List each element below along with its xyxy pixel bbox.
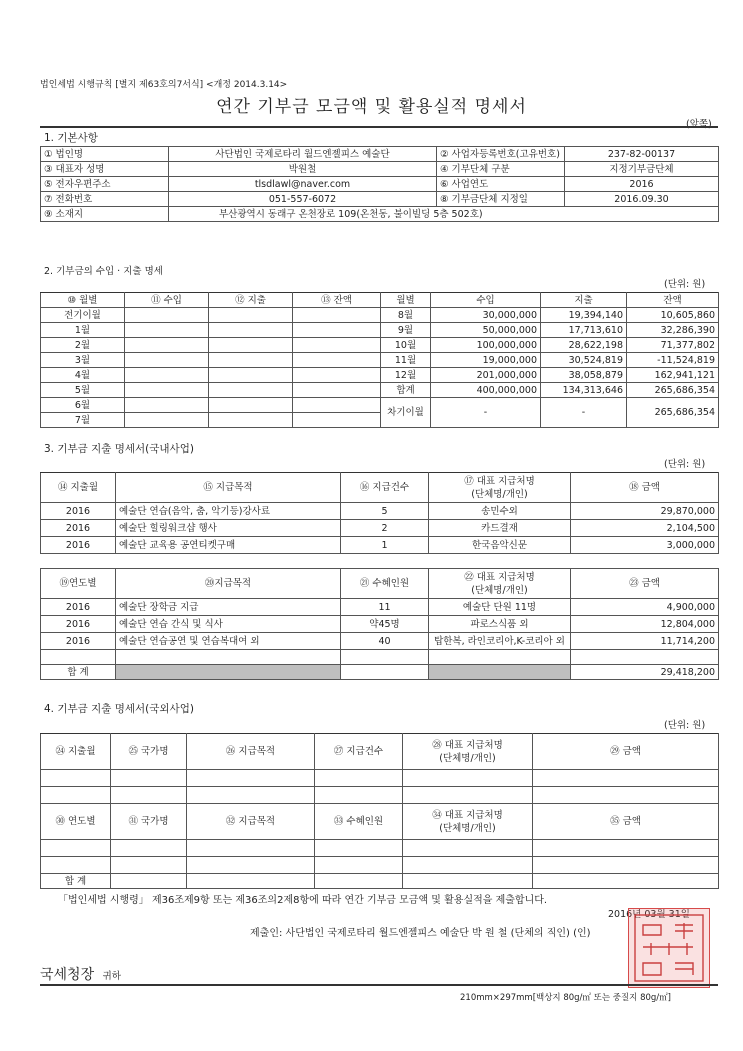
month-cell: 12월 [381, 368, 431, 383]
column-header: ㉖ 지급목적 [187, 734, 315, 770]
balance-cell: -11,524,819 [627, 353, 719, 368]
expense-cell [209, 368, 293, 383]
income-cell: - [431, 398, 541, 428]
month-cell: 차기이월 [381, 398, 431, 428]
month-cell: 11월 [381, 353, 431, 368]
income-cell: 100,000,000 [431, 338, 541, 353]
column-header: ㉙ 금액 [533, 734, 719, 770]
payee-cell: 예술단 단원 11명 [429, 599, 571, 616]
amount-cell: 4,900,000 [571, 599, 719, 616]
income-cell: 19,000,000 [431, 353, 541, 368]
table-row [41, 398, 719, 413]
table-row [41, 616, 719, 633]
table-row [41, 338, 719, 353]
table-row [41, 537, 719, 554]
regulation-text: 법인세법 시행규칙 [별지 제63호의7서식] <개정 2014.3.14> [40, 80, 288, 90]
month-cell: 2월 [41, 338, 125, 353]
column-header [429, 473, 571, 503]
paper-spec: 210mm×297mm[백상지 80g/㎡ 또는 중질지 80g/㎡] [460, 993, 671, 1003]
column-header: 지출 [541, 293, 627, 308]
field-label: ④ 기부단체 구분 [437, 162, 565, 177]
table-row [41, 599, 719, 616]
payee-cell: 카드결재 [429, 520, 571, 537]
month-cell: 2016 [41, 537, 116, 554]
column-header: ⑯ 지급건수 [341, 473, 429, 503]
income-cell [125, 308, 209, 323]
count-cell: 2 [341, 520, 429, 537]
balance-cell [293, 413, 381, 428]
submission-date: 2016년 03월 31일 [608, 909, 690, 920]
table-row [41, 633, 719, 650]
people-cell: 40 [341, 633, 429, 650]
table-row [41, 383, 719, 398]
header-subline: (단체명/개인) [471, 488, 528, 500]
column-header [429, 569, 571, 599]
info-row [41, 162, 719, 177]
month-cell: 4월 [41, 368, 125, 383]
address-value: 부산광역시 동래구 온천장로 109(온천동, 불이빌딩 5층 502호) [169, 207, 719, 222]
column-header: ⑮ 지급목적 [116, 473, 341, 503]
column-header: ⑩ 월별 [41, 293, 125, 308]
header-line: ㉞ 대표 지급처명 [432, 809, 503, 821]
year-cell: 2016 [41, 616, 116, 633]
month-cell: 1월 [41, 323, 125, 338]
field-value: 2016.09.30 [565, 192, 719, 207]
income-cell: 30,000,000 [431, 308, 541, 323]
organization-seal [628, 908, 710, 988]
column-header: ㉛ 국가명 [111, 804, 187, 840]
section4-unit: (단위: 원) [664, 720, 706, 731]
field-value: 사단법인 국제로타리 월드엔젤피스 예술단 [169, 147, 437, 162]
field-value: 237-82-00137 [565, 147, 719, 162]
seal-pattern-icon [629, 909, 709, 987]
submitter-line: 제출인: 사단법인 국제로타리 월드엔젤피스 예술단 박 원 철 (단체의 직인) (인) [250, 928, 591, 939]
field-label: ⑦ 전화번호 [41, 192, 169, 207]
column-header: ⑳지급목적 [116, 569, 341, 599]
section2-title: 2. 기부금의 수입 · 지출 명세 [44, 266, 163, 277]
amount-cell: 3,000,000 [571, 537, 719, 554]
column-header [403, 734, 533, 770]
field-value: 지정기부금단체 [565, 162, 719, 177]
domestic-total-value: 29,418,200 [571, 665, 719, 680]
column-header: ㉑ 수혜인원 [341, 569, 429, 599]
income-cell: 201,000,000 [431, 368, 541, 383]
expense-cell: 38,058,879 [541, 368, 627, 383]
income-cell [125, 368, 209, 383]
balance-cell: 265,686,354 [627, 383, 719, 398]
purpose-cell: 예술단 장학금 지급 [116, 599, 341, 616]
income-cell [125, 353, 209, 368]
recipient-suffix: 귀하 [102, 971, 121, 982]
income-cell [125, 323, 209, 338]
address-label: ⑨ 소재지 [41, 207, 169, 222]
income-cell: 400,000,000 [431, 383, 541, 398]
domestic-expense-table [40, 472, 719, 680]
expense-cell [209, 383, 293, 398]
purpose-cell: 예술단 교육용 공연티켓구매 [116, 537, 341, 554]
column-header: 수입 [431, 293, 541, 308]
balance-cell: 10,605,860 [627, 308, 719, 323]
expense-cell [209, 338, 293, 353]
expense-cell: - [541, 398, 627, 428]
amount-cell: 12,804,000 [571, 616, 719, 633]
table-row [41, 353, 719, 368]
recipient: 국세청장 [40, 967, 95, 983]
expense-cell [209, 308, 293, 323]
expense-cell: 28,622,198 [541, 338, 627, 353]
column-header: ⑬ 잔액 [293, 293, 381, 308]
submission-statement: 「법인세법 시행령」 제36조제9항 또는 제36조의2제8항에 따라 연간 기부금 모금액 및 활용실적을 제출합니다. [58, 895, 548, 906]
balance-cell: 162,941,121 [627, 368, 719, 383]
month-cell: 2016 [41, 503, 116, 520]
balance-cell [293, 308, 381, 323]
field-label: ① 법인명 [41, 147, 169, 162]
column-header: ⑭ 지출월 [41, 473, 116, 503]
year-cell: 2016 [41, 633, 116, 650]
purpose-cell: 예술단 연습공연 및 연습복대여 외 [116, 633, 341, 650]
month-cell: 5월 [41, 383, 125, 398]
balance-cell: 71,377,802 [627, 338, 719, 353]
month-cell: 9월 [381, 323, 431, 338]
header-subline: (단체명/개인) [439, 822, 496, 834]
expense-cell [209, 398, 293, 413]
column-header: ⑫ 지출 [209, 293, 293, 308]
balance-cell [293, 338, 381, 353]
month-cell: 7월 [41, 413, 125, 428]
column-header: ㉜ 지급목적 [187, 804, 315, 840]
count-cell: 5 [341, 503, 429, 520]
payee-cell: 탑한복, 라인코리아,K-코리아 외 [429, 633, 571, 650]
amount-cell: 29,870,000 [571, 503, 719, 520]
payee-cell: 송민수외 [429, 503, 571, 520]
foreign-expense-table [40, 733, 719, 889]
header-line: ㉘ 대표 지급처명 [432, 739, 503, 751]
month-cell: 10월 [381, 338, 431, 353]
column-header: ㉔ 지출월 [41, 734, 111, 770]
month-cell: 합계 [381, 383, 431, 398]
income-cell [125, 398, 209, 413]
column-header: ㉟ 금액 [533, 804, 719, 840]
income-cell [125, 413, 209, 428]
income-cell [125, 383, 209, 398]
payee-cell: 파로스식품 외 [429, 616, 571, 633]
field-label: ② 사업자등록번호(고유번호) [437, 147, 565, 162]
column-header: ⑱ 금액 [571, 473, 719, 503]
foreign-total-label: 합 계 [41, 874, 111, 889]
table-row [41, 520, 719, 537]
header-line: ⑰ 대표 지급처명 [464, 475, 535, 487]
section2-unit: (단위: 원) [664, 279, 706, 290]
field-label: ⑤ 전자우편주소 [41, 177, 169, 192]
month-cell: 전기이월 [41, 308, 125, 323]
count-cell: 1 [341, 537, 429, 554]
field-label: ⑥ 사업연도 [437, 177, 565, 192]
section4-title: 4. 기부금 지출 명세서(국외사업) [44, 703, 194, 715]
month-cell: 2016 [41, 520, 116, 537]
month-cell: 8월 [381, 308, 431, 323]
column-header: 잔액 [627, 293, 719, 308]
section1-title: 1. 기본사항 [44, 132, 98, 144]
table-row [41, 308, 719, 323]
balance-cell [293, 323, 381, 338]
gray-cell [116, 665, 341, 680]
column-header: ㉚ 연도별 [41, 804, 111, 840]
balance-cell [293, 353, 381, 368]
amount-cell: 2,104,500 [571, 520, 719, 537]
people-cell: 11 [341, 599, 429, 616]
column-header: ㉗ 지급건수 [315, 734, 403, 770]
balance-cell: 265,686,354 [627, 398, 719, 428]
field-value: tlsdlawl@naver.com [169, 177, 437, 192]
column-header: ⑲연도별 [41, 569, 116, 599]
month-cell: 3월 [41, 353, 125, 368]
year-cell: 2016 [41, 599, 116, 616]
purpose-cell: 예술단 힐링워크샵 행사 [116, 520, 341, 537]
table-row [41, 323, 719, 338]
purpose-cell: 예술단 연습 간식 및 식사 [116, 616, 341, 633]
info-row [41, 147, 719, 162]
expense-cell: 19,394,140 [541, 308, 627, 323]
field-value: 2016 [565, 177, 719, 192]
page-title: 연간 기부금 모금액 및 활용실적 명세서 [216, 97, 527, 117]
balance-cell [293, 368, 381, 383]
domestic-total-label: 합 계 [41, 665, 116, 680]
header-line: ㉒ 대표 지급처명 [464, 571, 535, 583]
gray-cell [429, 665, 571, 680]
expense-cell: 30,524,819 [541, 353, 627, 368]
column-header: ㉝ 수혜인원 [315, 804, 403, 840]
section3-unit: (단위: 원) [664, 459, 706, 470]
column-header [403, 804, 533, 840]
expense-cell [209, 323, 293, 338]
field-label: ③ 대표자 성명 [41, 162, 169, 177]
header-subline: (단체명/개인) [439, 752, 496, 764]
income-cell [125, 338, 209, 353]
page-side: (앞쪽) [686, 119, 712, 130]
income-expense-table [40, 292, 719, 428]
table-row [41, 503, 719, 520]
expense-cell: 134,313,646 [541, 383, 627, 398]
balance-cell [293, 383, 381, 398]
month-cell: 6월 [41, 398, 125, 413]
balance-cell [293, 398, 381, 413]
field-label: ⑧ 기부금단체 지정일 [437, 192, 565, 207]
purpose-cell: 예술단 연습(음악, 춤, 악기등)강사료 [116, 503, 341, 520]
section3-title: 3. 기부금 지출 명세서(국내사업) [44, 443, 194, 455]
info-row [41, 192, 719, 207]
column-header: ㉓ 금액 [571, 569, 719, 599]
payee-cell: 한국음악신문 [429, 537, 571, 554]
info-row [41, 177, 719, 192]
basic-info-table [40, 146, 719, 222]
column-header: ⑪ 수입 [125, 293, 209, 308]
expense-cell [209, 353, 293, 368]
expense-cell [209, 413, 293, 428]
balance-cell: 32,286,390 [627, 323, 719, 338]
people-cell: 약45명 [341, 616, 429, 633]
column-header: 월별 [381, 293, 431, 308]
column-header: ㉕ 국가명 [111, 734, 187, 770]
income-cell: 50,000,000 [431, 323, 541, 338]
amount-cell: 11,714,200 [571, 633, 719, 650]
field-value: 박원철 [169, 162, 437, 177]
table-row [41, 368, 719, 383]
expense-cell: 17,713,610 [541, 323, 627, 338]
header-subline: (단체명/개인) [471, 584, 528, 596]
field-value: 051-557-6072 [169, 192, 437, 207]
